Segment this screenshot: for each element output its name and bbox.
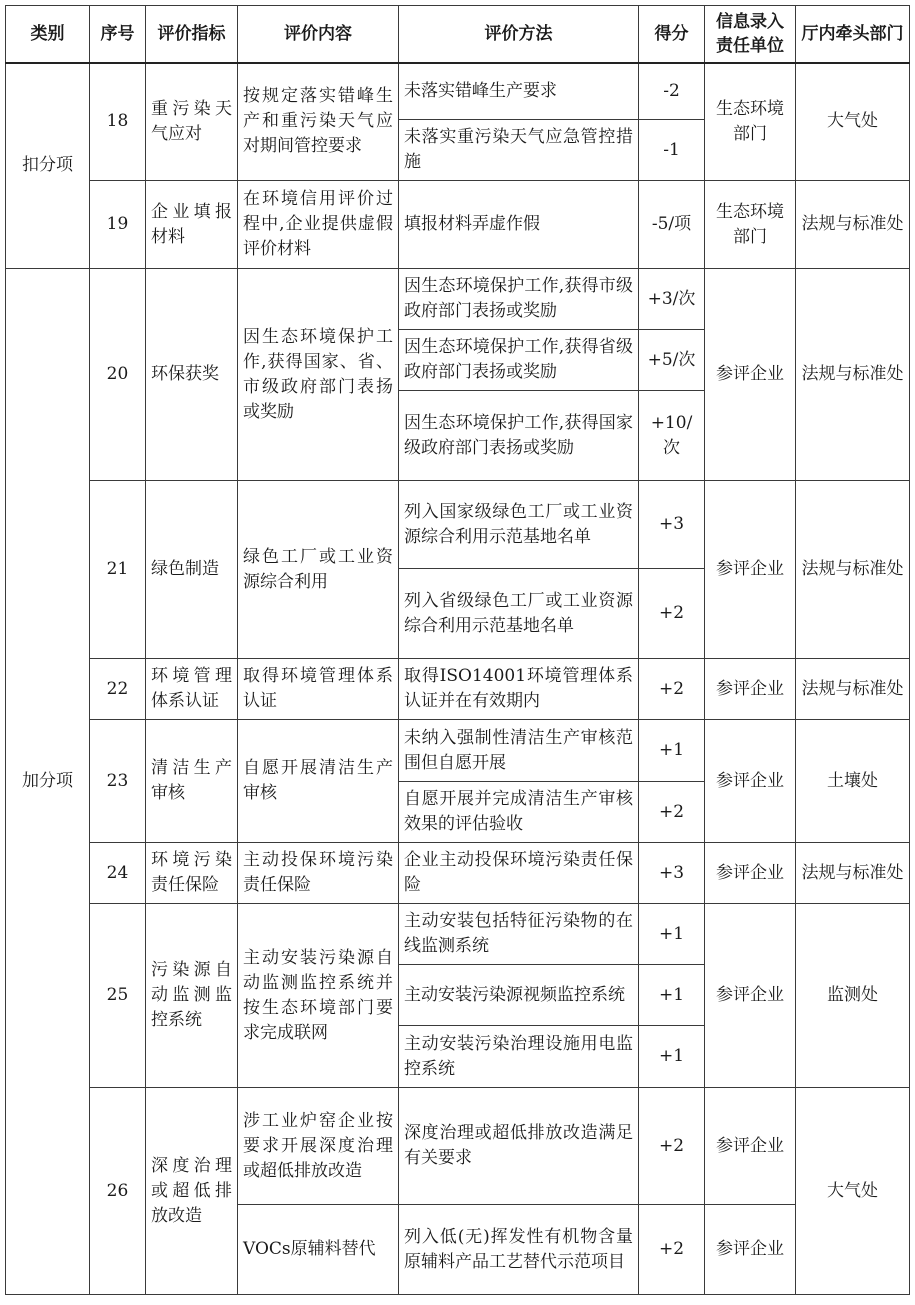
method-cell: 列入国家级绿色工厂或工业资源综合利用示范基地名单 (399, 481, 639, 569)
table-row (6, 63, 910, 120)
evaluation-table (5, 5, 910, 1295)
indicator-cell: 清洁生产审核 (146, 720, 238, 843)
indicator-cell: 深度治理或超低排放改造 (146, 1088, 238, 1295)
content-cell: 取得环境管理体系认证 (238, 659, 399, 720)
info-unit-cell: 参评企业 (705, 659, 796, 720)
score-cell: -5/项 (639, 181, 705, 269)
table-row (6, 904, 910, 965)
info-unit-cell: 生态环境部门 (705, 181, 796, 269)
score-cell: -2 (639, 63, 705, 120)
method-cell: 未纳入强制性清洁生产审核范围但自愿开展 (399, 720, 639, 782)
indicator-cell: 企业填报材料 (146, 181, 238, 269)
category-deduct: 扣分项 (6, 63, 90, 269)
score-cell: -1 (639, 120, 705, 181)
method-cell: 深度治理或超低排放改造满足有关要求 (399, 1088, 639, 1205)
score-cell: +2 (639, 1088, 705, 1205)
seq-cell: 25 (90, 904, 146, 1088)
header-row (6, 6, 910, 63)
table-row (6, 659, 910, 720)
seq-cell: 21 (90, 481, 146, 659)
indicator-cell: 绿色制造 (146, 481, 238, 659)
header-score: 得分 (639, 6, 705, 63)
table-row (6, 720, 910, 782)
lead-dept-cell: 法规与标准处 (796, 181, 910, 269)
seq-cell: 24 (90, 843, 146, 904)
header-method: 评价方法 (399, 6, 639, 63)
method-cell: 企业主动投保环境污染责任保险 (399, 843, 639, 904)
method-cell: 主动安装污染治理设施用电监控系统 (399, 1026, 639, 1088)
info-unit-cell: 参评企业 (705, 481, 796, 659)
indicator-cell: 污染源自动监测监控系统 (146, 904, 238, 1088)
header-content: 评价内容 (238, 6, 399, 63)
indicator-cell: 重污染天气应对 (146, 63, 238, 181)
seq-cell: 26 (90, 1088, 146, 1295)
score-cell: +2 (639, 569, 705, 659)
content-cell: VOCs原辅料替代 (238, 1205, 399, 1295)
score-cell: +3/次 (639, 269, 705, 330)
score-cell: +1 (639, 904, 705, 965)
content-cell: 按规定落实错峰生产和重污染天气应对期间管控要求 (238, 63, 399, 181)
lead-dept-cell: 监测处 (796, 904, 910, 1088)
score-cell: +2 (639, 782, 705, 843)
method-cell: 填报材料弄虚作假 (399, 181, 639, 269)
method-cell: 自愿开展并完成清洁生产审核效果的评估验收 (399, 782, 639, 843)
seq-cell: 23 (90, 720, 146, 843)
indicator-cell: 环境污染责任保险 (146, 843, 238, 904)
lead-dept-cell: 大气处 (796, 1088, 910, 1295)
score-cell: +3 (639, 843, 705, 904)
lead-dept-cell: 大气处 (796, 63, 910, 181)
header-info-unit: 信息录入责任单位 (705, 6, 796, 63)
score-cell: +1 (639, 1026, 705, 1088)
method-cell: 取得ISO14001环境管理体系认证并在有效期内 (399, 659, 639, 720)
table-row (6, 269, 910, 330)
content-cell: 绿色工厂或工业资源综合利用 (238, 481, 399, 659)
lead-dept-cell: 土壤处 (796, 720, 910, 843)
method-cell: 未落实重污染天气应急管控措施 (399, 120, 639, 181)
content-cell: 自愿开展清洁生产审核 (238, 720, 399, 843)
table-row (6, 181, 910, 269)
content-cell: 主动投保环境污染责任保险 (238, 843, 399, 904)
lead-dept-cell: 法规与标准处 (796, 659, 910, 720)
info-unit-cell: 参评企业 (705, 843, 796, 904)
method-cell: 因生态环境保护工作,获得国家级政府部门表扬或奖励 (399, 391, 639, 481)
method-cell: 列入低(无)挥发性有机物含量原辅料产品工艺替代示范项目 (399, 1205, 639, 1295)
indicator-cell: 环境管理体系认证 (146, 659, 238, 720)
header-seq: 序号 (90, 6, 146, 63)
score-cell: +5/次 (639, 330, 705, 391)
score-cell: +1 (639, 720, 705, 782)
seq-cell: 18 (90, 63, 146, 181)
lead-dept-cell: 法规与标准处 (796, 481, 910, 659)
content-cell: 在环境信用评价过程中,企业提供虚假评价材料 (238, 181, 399, 269)
table-row (6, 1088, 910, 1205)
category-bonus: 加分项 (6, 269, 90, 1295)
score-cell: +2 (639, 1205, 705, 1295)
header-category: 类别 (6, 6, 90, 63)
info-unit-cell: 生态环境部门 (705, 63, 796, 181)
content-cell: 涉工业炉窑企业按要求开展深度治理或超低排放改造 (238, 1088, 399, 1205)
score-cell: +3 (639, 481, 705, 569)
content-cell: 因生态环境保护工作,获得国家、省、市级政府部门表扬或奖励 (238, 269, 399, 481)
indicator-cell: 环保获奖 (146, 269, 238, 481)
lead-dept-cell: 法规与标准处 (796, 843, 910, 904)
seq-cell: 22 (90, 659, 146, 720)
info-unit-cell: 参评企业 (705, 269, 796, 481)
method-cell: 主动安装污染源视频监控系统 (399, 965, 639, 1026)
method-cell: 列入省级绿色工厂或工业资源综合利用示范基地名单 (399, 569, 639, 659)
score-cell: +10/次 (639, 391, 705, 481)
content-cell: 主动安装污染源自动监测监控系统并按生态环境部门要求完成联网 (238, 904, 399, 1088)
lead-dept-cell: 法规与标准处 (796, 269, 910, 481)
score-cell: +2 (639, 659, 705, 720)
method-cell: 主动安装包括特征污染物的在线监测系统 (399, 904, 639, 965)
method-cell: 因生态环境保护工作,获得市级政府部门表扬或奖励 (399, 269, 639, 330)
score-cell: +1 (639, 965, 705, 1026)
info-unit-cell: 参评企业 (705, 1205, 796, 1295)
method-cell: 未落实错峰生产要求 (399, 63, 639, 120)
info-unit-cell: 参评企业 (705, 1088, 796, 1205)
table-row (6, 843, 910, 904)
header-lead-dept: 厅内牵头部门 (796, 6, 910, 63)
method-cell: 因生态环境保护工作,获得省级政府部门表扬或奖励 (399, 330, 639, 391)
seq-cell: 19 (90, 181, 146, 269)
info-unit-cell: 参评企业 (705, 904, 796, 1088)
seq-cell: 20 (90, 269, 146, 481)
header-indicator: 评价指标 (146, 6, 238, 63)
info-unit-cell: 参评企业 (705, 720, 796, 843)
table-row (6, 481, 910, 569)
